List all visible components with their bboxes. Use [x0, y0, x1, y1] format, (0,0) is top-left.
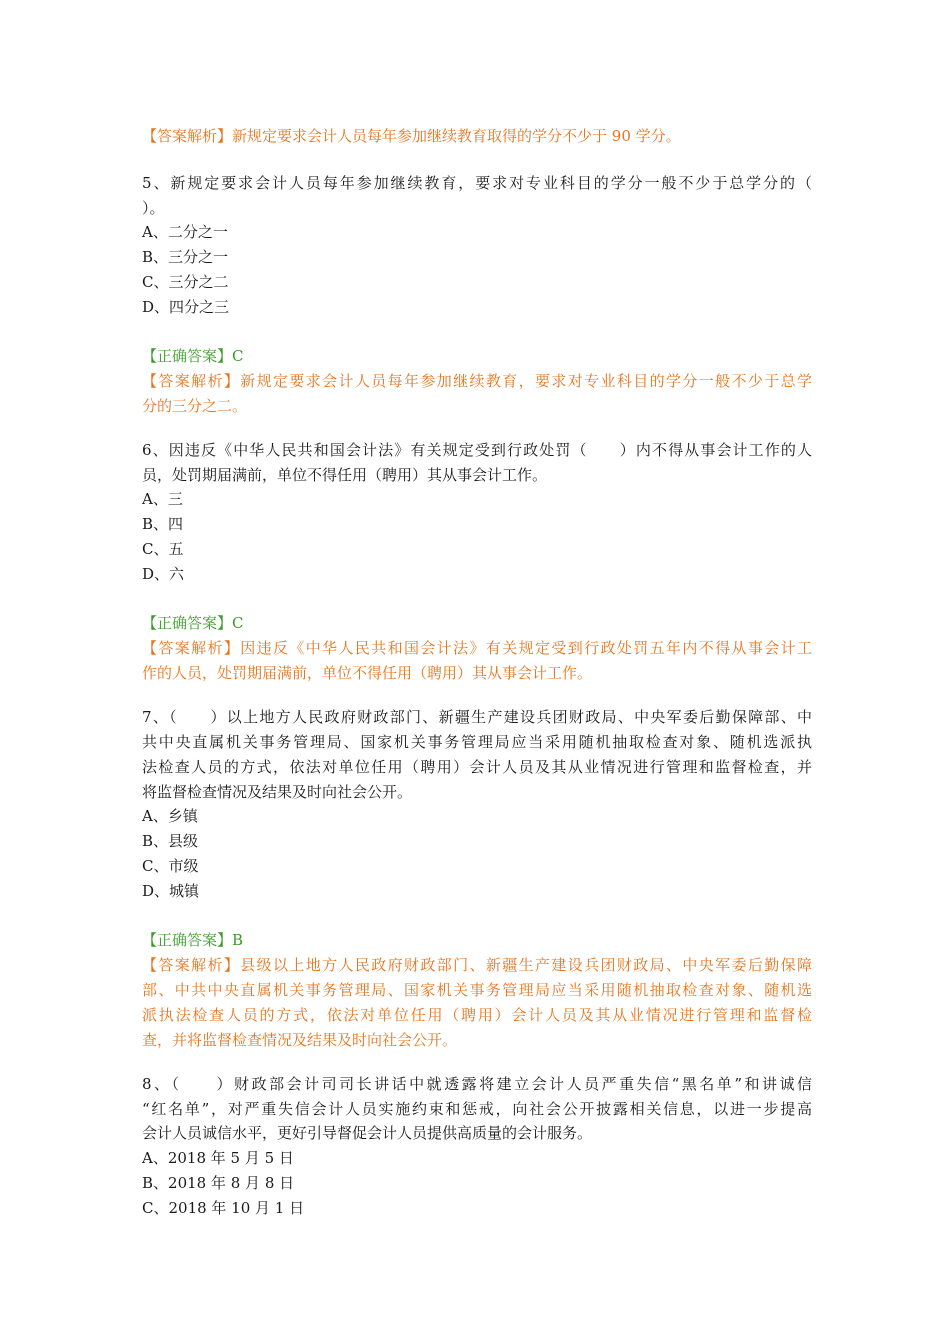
answer-value: C: [232, 347, 244, 365]
q5-option-d: D、四分之三: [142, 298, 230, 316]
q4-analysis: [142, 124, 812, 149]
q6-analysis-line-1: [142, 636, 812, 661]
q5-stem-line-2: ）。: [142, 199, 165, 217]
q6-option-b: B、四: [142, 515, 184, 533]
answer-value: C: [232, 614, 244, 632]
q7-option-b: B、县级: [142, 832, 199, 850]
analysis-text: 新规定要求会计人员每年参加继续教育，要求对专业科目的学分一般不少于总学: [240, 372, 812, 390]
analysis-text: 县级以上地方人民政府财政部门、新疆生产建设兵团财政局、中央军委后勤保障: [240, 956, 812, 974]
q6-correct-answer: [142, 611, 812, 636]
q6-stem-line-2: 员，处罚期届满前，单位不得任用（聘用）其从事会计工作。: [142, 466, 548, 484]
q5-stem-line-1: 5、新规定要求会计人员每年参加继续教育，要求对专业科目的学分一般不少于总学分的（: [142, 174, 812, 192]
q7-stem-line-1: 7、（ ）以上地方人民政府财政部门、新疆生产建设兵团财政局、中央军委后勤保障部、中: [142, 708, 812, 726]
q6-option-a: A、三: [142, 490, 183, 508]
q5-option-c: C、三分之二: [142, 273, 229, 291]
analysis-text: 新规定要求会计人员每年参加继续教育取得的学分不少于 90 学分。: [232, 127, 681, 145]
q8-stem-line-3: 会计人员诚信水平，更好引导督促会计人员提供高质量的会计服务。: [142, 1124, 593, 1142]
q6-option-d: D、六: [142, 565, 185, 583]
analysis-label: 【答案解析】: [142, 372, 241, 390]
analysis-label: 【答案解析】: [142, 127, 233, 145]
q7-option-a: A、乡镇: [142, 807, 198, 825]
q8-option-b: B、2018 年 8 月 8 日: [142, 1174, 295, 1192]
q7-stem-line-4: 将监督检查情况及结果及时向社会公开。: [142, 783, 413, 801]
q7-option-c: C、市级: [142, 857, 199, 875]
q6-stem-line-1: 6、因违反《中华人民共和国会计法》有关规定受到行政处罚（ ）内不得从事会计工作的人: [142, 441, 812, 459]
q5-analysis-line-2: 分的三分之二。: [142, 397, 248, 415]
q7-analysis-line-1: [142, 953, 812, 978]
q8-option-a: A、2018 年 5 月 5 日: [142, 1149, 294, 1167]
q5-option-b: B、三分之一: [142, 248, 229, 266]
q8-stem-line-1: 8、（ ）财政部会计司司长讲话中就透露将建立会计人员严重失信“黑名单”和讲诚信: [142, 1075, 812, 1093]
q7-analysis-line-4: 查，并将监督检查情况及结果及时向社会公开。: [142, 1031, 458, 1049]
q6-option-c: C、五: [142, 540, 184, 558]
analysis-text: 因违反《中华人民共和国会计法》有关规定受到行政处罚五年内不得从事会计工: [240, 639, 812, 657]
q7-stem-line-3: 法检查人员的方式，依法对单位任用（聘用）会计人员及其从业情况进行管理和监督检查，并: [142, 758, 812, 776]
q5-analysis-line-1: [142, 369, 812, 394]
q8-stem-line-2: “红名单”，对严重失信会计人员实施约束和惩戒，向社会公开披露相关信息，以进一步提高: [142, 1100, 812, 1118]
q7-option-d: D、城镇: [142, 882, 200, 900]
answer-label: 【正确答案】: [142, 931, 233, 949]
answer-label: 【正确答案】: [142, 347, 233, 365]
q5-correct-answer: [142, 344, 812, 369]
q7-correct-answer: [142, 928, 812, 953]
q7-analysis-line-2: 部、中共中央直属机关事务管理局、国家机关事务管理局应当采用随机抽取检查对象、随机选: [142, 981, 812, 999]
answer-value: B: [232, 931, 244, 949]
analysis-label: 【答案解析】: [142, 956, 241, 974]
analysis-label: 【答案解析】: [142, 639, 241, 657]
q6-analysis-line-2: 作的人员，处罚期届满前，单位不得任用（聘用）其从事会计工作。: [142, 664, 593, 682]
q7-analysis-line-3: 派执法检查人员的方式，依法对单位任用（聘用）会计人员及其从业情况进行管理和监督检: [142, 1006, 812, 1024]
q7-stem-line-2: 共中央直属机关事务管理局、国家机关事务管理局应当采用随机抽取检查对象、随机选派执: [142, 733, 812, 751]
answer-label: 【正确答案】: [142, 614, 233, 632]
q8-option-c: C、2018 年 10 月 1 日: [142, 1199, 305, 1217]
q5-option-a: A、二分之一: [142, 223, 228, 241]
